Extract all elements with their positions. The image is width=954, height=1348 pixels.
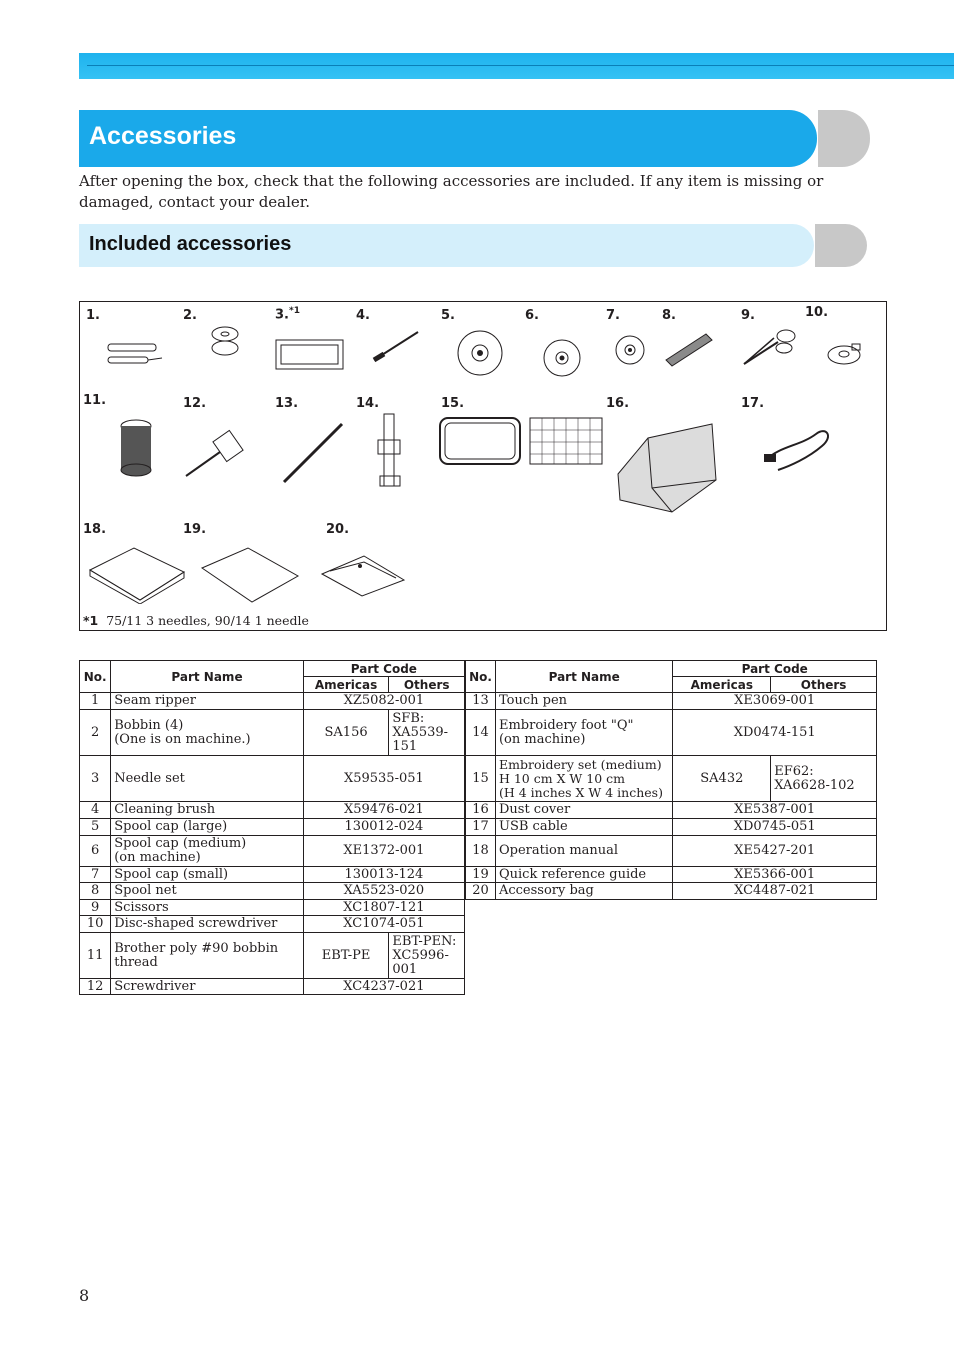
item-number-18: 18. (83, 522, 107, 537)
disc-screwdriver-icon (824, 338, 864, 368)
table-row: 7 Spool cap (small) 130013-124 (80, 867, 465, 883)
accessories-figure (79, 301, 887, 631)
item-number-8: 8. (662, 308, 676, 323)
table-row: 8 Spool net XA5523-020 (80, 883, 465, 900)
title-bar (79, 110, 817, 167)
bobbin-icon (208, 324, 242, 358)
section-bar (79, 224, 814, 267)
section-tab-decoration (815, 224, 867, 267)
page-title: Accessories (89, 122, 237, 150)
operation-manual-icon (88, 546, 186, 604)
header-others: Others (771, 677, 877, 693)
header-part-code: Part Code (673, 661, 877, 677)
item-number-2: 2. (183, 308, 197, 323)
item-number-16: 16. (606, 396, 630, 411)
scissors-icon (740, 324, 800, 368)
item-number-20: 20. (326, 522, 350, 537)
table-row: 11 Brother poly #90 bobbin thread EBT-PE EBT-PEN: XC5996-001 (80, 933, 465, 979)
header-part-name: Part Name (111, 661, 304, 693)
embroidery-foot-icon (372, 410, 408, 492)
embroidery-sheet-icon (526, 414, 606, 470)
table-row: 4 Cleaning brush X59476-021 (80, 802, 465, 819)
quick-reference-guide-icon (200, 546, 300, 604)
table-row: 5 Spool cap (large) 130012-024 (80, 819, 465, 836)
spool-cap-small-icon (614, 334, 646, 366)
header-no: No. (466, 661, 496, 693)
header-no: No. (80, 661, 111, 693)
table-row: 19 Quick reference guide XE5366-001 (466, 867, 877, 883)
embroidery-frame-icon (436, 414, 526, 474)
item-number-17: 17. (741, 396, 765, 411)
title-tab-decoration (818, 110, 870, 167)
table-row: 2 Bobbin (4) (One is on machine.) SA156 SFB: XA5539-151 (80, 710, 465, 756)
item-number-15: 15. (441, 396, 465, 411)
accessory-bag-icon (320, 554, 406, 598)
seam-ripper-icon (104, 340, 164, 370)
item-number-1: 1. (86, 308, 100, 323)
item-number-19: 19. (183, 522, 207, 537)
table-row: 6 Spool cap (medium) (on machine) XE1372-001 (80, 836, 465, 867)
table-row: 1 Seam ripper XZ5082-001 (80, 693, 465, 710)
header-others: Others (389, 677, 465, 693)
spool-net-icon (662, 328, 716, 368)
header-part-code: Part Code (303, 661, 464, 677)
item-number-13: 13. (275, 396, 299, 411)
table-row: 16 Dust cover XE5387-001 (466, 802, 877, 819)
table-row: 17 USB cable XD0745-051 (466, 819, 877, 836)
intro-text: After opening the box, check that the following accessories are included. If any item is missing or damaged, contact your dealer. (79, 172, 824, 211)
table-row: 13 Touch pen XE3069-001 (466, 693, 877, 710)
needle-footnote (83, 613, 309, 628)
parts-table-left (79, 660, 465, 995)
item-number-3: 3.$^{*1}$ (275, 306, 300, 323)
bobbin-thread-icon (118, 418, 154, 478)
screwdriver-icon (180, 426, 250, 482)
parts-table-right (465, 660, 877, 900)
item-number-14: 14. (356, 396, 380, 411)
item-number-6: 6. (525, 308, 539, 323)
header-americas: Americas (303, 677, 389, 693)
needle-note-mark: *1 (288, 306, 300, 316)
item-number-9: 9. (741, 308, 755, 323)
page-number: 8 (79, 1286, 90, 1305)
item-number-7: 7. (606, 308, 620, 323)
usb-cable-icon (760, 416, 840, 478)
table-row: 15 Embroidery set (medium) H 10 cm X W 10 cm (H 4 inches X W 4 inches) SA432 EF62: XA6628-102 (466, 756, 877, 802)
header-part-name: Part Name (495, 661, 672, 693)
table-row: 14 Embroidery foot "Q" (on machine) XD0474-151 (466, 710, 877, 756)
header-band (79, 53, 954, 79)
item-number-5: 5. (441, 308, 455, 323)
table-row: 9 Scissors XC1807-121 (80, 900, 465, 916)
spool-cap-medium-icon (542, 338, 582, 378)
touch-pen-icon (278, 420, 348, 486)
item-number-11: 11. (83, 393, 107, 408)
item-number-12: 12. (183, 396, 207, 411)
item-number-4: 4. (356, 308, 370, 323)
footnote-text: 75/11 3 needles, 90/14 1 needle (106, 613, 309, 628)
section-title: Included accessories (89, 233, 292, 255)
header-rule (87, 65, 954, 66)
dust-cover-icon (612, 418, 722, 516)
table-row: 12 Screwdriver XC4237-021 (80, 979, 465, 995)
footnote-mark: *1 (83, 613, 99, 628)
table-row: 3 Needle set X59535-051 (80, 756, 465, 802)
table-row: 20 Accessory bag XC4487-021 (466, 883, 877, 900)
header-americas: Americas (673, 677, 771, 693)
table-row: 10 Disc-shaped screwdriver XC1074-051 (80, 916, 465, 933)
table-row: 18 Operation manual XE5427-201 (466, 836, 877, 867)
cleaning-brush-icon (370, 328, 422, 364)
item-number-10: 10. (805, 305, 829, 320)
needle-set-icon (275, 339, 345, 371)
spool-cap-large-icon (455, 328, 505, 378)
